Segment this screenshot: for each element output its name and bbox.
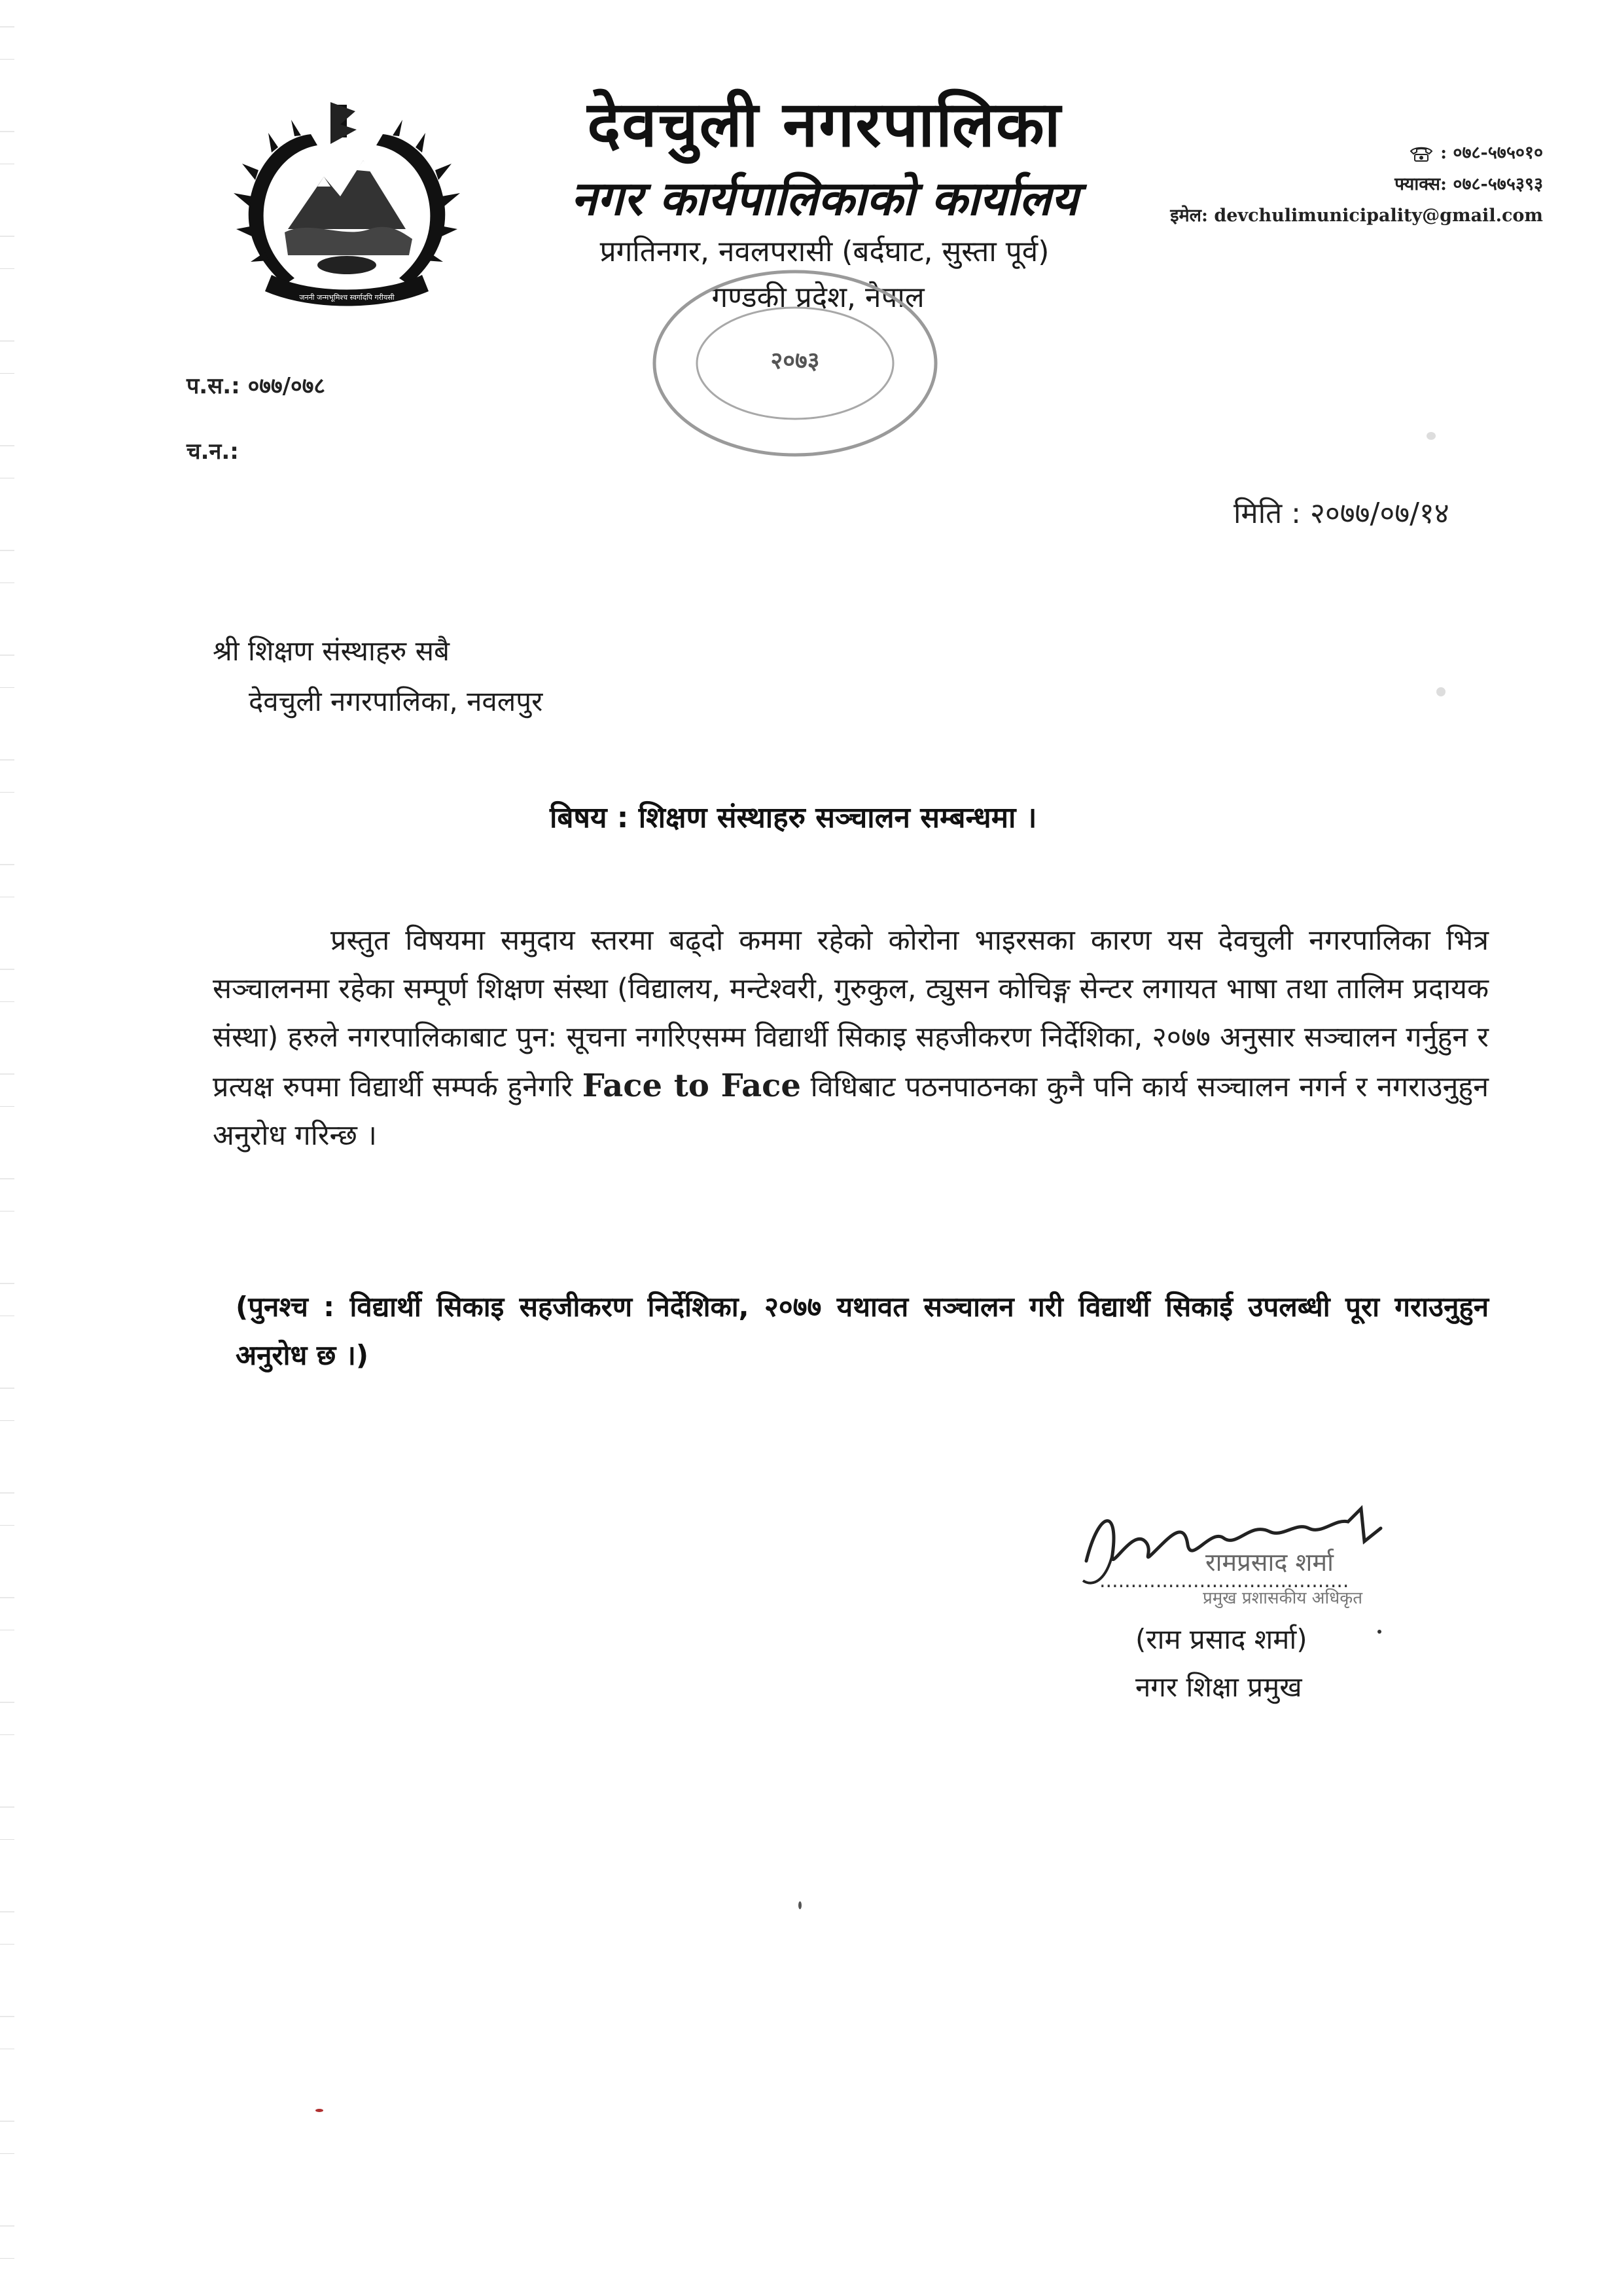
signature-dots: ........................................	[1099, 1570, 1349, 1592]
seal-name: रामप्रसाद शर्मा	[1205, 1548, 1334, 1577]
emblem-caption: जननी जन्मभूमिश्च स्वर्गादपि गरीयसी	[299, 293, 395, 302]
email-label: इमेल:	[1170, 206, 1208, 226]
subject-label: बिषय :	[550, 801, 629, 834]
subject-text: शिक्षण संस्थाहरु सञ्चालन सम्बन्धमा ।	[638, 801, 1037, 834]
body-part2: विधिबाट पठनपाठनका कुनै पनि कार्य सञ्चालन नगर्न र नगराउनुहुन अनुरोध गरिन्छ ।	[213, 1071, 1489, 1152]
signatory-name: (राम प्रसाद शर्मा)	[1135, 1623, 1307, 1655]
phone-number: : ०७८-५७५०१०	[1440, 143, 1543, 163]
email-address: devchulimunicipality@gmail.com	[1214, 206, 1543, 226]
signature-seal	[1073, 1482, 1440, 1613]
contact-block	[1085, 137, 1543, 232]
letter-date	[1233, 494, 1449, 533]
body-emphasis: Face to Face	[582, 1067, 801, 1104]
postscript-paragraph: (पुनश्च : विद्यार्थी सिकाइ सहजीकरण निर्देशिका, २०७७ यथावत सञ्चालन गरी विद्यार्थी सिकाई उपलब्धी पूरा गराउनुहुन अनुरोध छ ।)	[236, 1291, 1489, 1371]
scan-edge	[0, 0, 14, 2296]
ps-value: ०७७/०७८	[247, 373, 326, 399]
ps-label: प.स.:	[186, 373, 240, 399]
cn-label: च.न.:	[186, 439, 239, 465]
nepal-emblem-icon	[232, 98, 461, 314]
email-row	[1085, 200, 1543, 232]
scan-speck	[1436, 687, 1446, 696]
reference-cn	[186, 435, 239, 468]
office-stamp	[625, 259, 965, 475]
body-paragraph	[213, 916, 1489, 1160]
municipality-title: देवचुली नगरपालिका	[587, 88, 1062, 161]
fax-row	[1085, 169, 1543, 200]
stamp-year: २०७३	[770, 348, 820, 374]
seal-rank: प्रमुख प्रशासकीय अधिकृत	[1202, 1588, 1363, 1608]
date-label: मिति :	[1233, 497, 1301, 530]
scan-speck	[798, 1901, 802, 1909]
scan-speck	[315, 2109, 323, 2112]
office-address: प्रगतिनगर, नवलपरासी (बर्दघाट, सुस्ता पूर्व)	[599, 235, 1050, 268]
scan-speck	[1377, 1630, 1381, 1634]
signatory-title: नगर शिक्षा प्रमुख	[1135, 1671, 1302, 1703]
addressee-line2: देवचुली नगरपालिका, नवलपुर	[249, 685, 543, 717]
phone-row	[1085, 137, 1543, 169]
fax-number: ०७८-५७५३९३	[1453, 174, 1543, 194]
subject-line	[550, 797, 1037, 839]
telephone-icon	[1409, 145, 1434, 162]
body-part1: प्रस्तुत विषयमा समुदाय स्तरमा बढ्दो कममा रहेको कोरोना भाइरसका कारण यस देवचुली नगरपालिका भित्र सञ्चालनमा रहेका सम्पूर्ण शिक्षण संस्था (विद्यालय, मन्टेश्वरी, गुरुकुल, ट्युसन कोचिङ्ग सेन्टर लगायत भाषा तथा तालिम प्रदायक संस्था) हरुले नगरपालिकाबाट पुन: सूचना नगरिएसम्म विद्यार्थी सिकाइ सहजीकरण निर्देशिका, २०७७ अनुसार सञ्चालन गर्नुहुन र प्रत्यक्ष रुपमा विद्यार्थी सम्पर्क हुनेगरि	[213, 924, 1489, 1103]
scan-speck	[1427, 432, 1436, 440]
office-province: गण्डकी प्रदेश, नेपाल	[711, 281, 925, 314]
office-subtitle: नगर कार्यपालिकाको कार्यालय	[571, 171, 1078, 226]
addressee-line1: श्री शिक्षण संस्थाहरु सबै	[213, 635, 450, 667]
reference-ps	[186, 370, 325, 403]
fax-label: फ्याक्स:	[1394, 174, 1447, 194]
date-value: २०७७/०७/१४	[1310, 497, 1449, 530]
